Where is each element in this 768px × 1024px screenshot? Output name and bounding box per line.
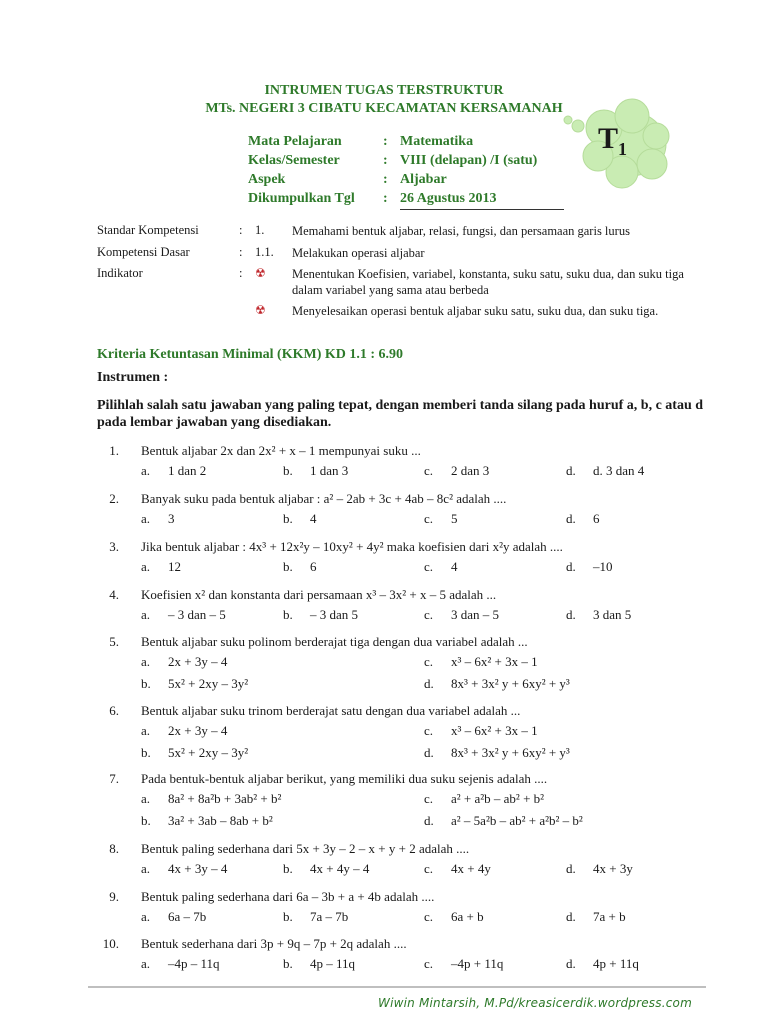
option-letter: c.	[424, 861, 434, 876]
option-text: 3 dan – 5	[451, 607, 500, 622]
option-letter: a.	[141, 511, 151, 526]
option-letter: b.	[141, 676, 151, 691]
question-item	[97, 587, 717, 629]
answer-option	[424, 654, 538, 670]
instrument-label: Instrumen :	[97, 370, 169, 385]
meta-row-class: Kelas/Semester : VIII (delapan) /I (satu)	[248, 153, 538, 168]
option-text: 3 dan 5	[593, 607, 632, 622]
option-letter: c.	[424, 511, 434, 526]
option-text: –4p – 11q	[168, 956, 220, 971]
answer-option	[141, 676, 248, 692]
option-text: 4x + 4y – 4	[310, 861, 370, 876]
option-letter: b.	[283, 463, 293, 478]
option-letter: b.	[283, 511, 293, 526]
option-text: a² + a²b – ab² + b²	[451, 791, 545, 806]
question-number: 9.	[109, 889, 119, 904]
question-item	[97, 889, 717, 931]
option-letter: c.	[424, 791, 434, 806]
option-text: x³ – 6x² + 3x – 1	[451, 654, 538, 669]
option-letter: d.	[566, 956, 576, 971]
option-text: 7a – 7b	[310, 909, 349, 924]
question-number: 6.	[109, 703, 119, 718]
option-text: 4x + 3y – 4	[168, 861, 228, 876]
option-text: 4x + 4y	[451, 861, 491, 876]
option-letter: a.	[141, 861, 151, 876]
option-letter: d.	[424, 676, 434, 691]
option-text: –4p + 11q	[451, 956, 504, 971]
question-item	[97, 936, 717, 978]
option-letter: c.	[424, 956, 434, 971]
question-number: 3.	[109, 539, 119, 554]
option-text: 8x³ + 3x² y + 6xy² + y³	[451, 676, 570, 691]
bullet-icon: ☢	[255, 303, 266, 317]
option-text: 4	[310, 511, 317, 526]
question-item	[97, 634, 717, 698]
option-text: 2x + 3y – 4	[168, 723, 228, 738]
answer-option	[283, 511, 317, 527]
option-text: 1 dan 3	[310, 463, 349, 478]
answer-option	[566, 559, 613, 575]
option-letter: b.	[283, 909, 293, 924]
option-text: 4	[451, 559, 458, 574]
option-text: – 3 dan 5	[310, 607, 359, 622]
question-number: 4.	[109, 587, 119, 602]
option-letter: a.	[141, 956, 151, 971]
answer-option	[283, 559, 317, 575]
question-item	[97, 841, 717, 883]
answer-option	[424, 861, 491, 877]
indicator-1: Indikator : ☢ Menentukan Koefisien, variabel, konstanta, suku satu, suku dua, dan suku tiga dalam variabel yang sama atau berbeda	[97, 266, 684, 297]
option-letter: d.	[566, 861, 576, 876]
answer-option	[424, 559, 458, 575]
answer-option	[424, 723, 538, 739]
option-text: 3	[168, 511, 175, 526]
option-letter: b.	[141, 745, 151, 760]
option-text: 2 dan 3	[451, 463, 490, 478]
option-text: 7a + b	[593, 909, 626, 924]
school-name: MTs. NEGERI 3 CIBATU KECAMATAN KERSAMANAH	[205, 101, 563, 116]
footer-divider	[88, 986, 706, 988]
standard-competency: Standar Kompetensi : 1. Memahami bentuk aljabar, relasi, fungsi, dan persamaan garis lurus	[97, 223, 630, 238]
answer-option	[283, 909, 348, 925]
answer-option	[141, 956, 220, 972]
option-letter: b.	[283, 559, 293, 574]
kkm-heading: Kriteria Ketuntasan Minimal (KKM) KD 1.1 : 6.90	[97, 347, 404, 362]
question-text: Bentuk aljabar suku polinom berderajat tiga dengan dua variabel adalah ...	[141, 634, 528, 649]
option-text: 8x³ + 3x² y + 6xy² + y³	[451, 745, 570, 760]
answer-option	[141, 909, 206, 925]
question-text: Bentuk aljabar 2x dan 2x² + x – 1 mempunyai suku ...	[141, 443, 421, 458]
option-text: 1 dan 2	[168, 463, 207, 478]
question-number: 1.	[109, 443, 119, 458]
indicator-2: ☢ Menyelesaikan operasi bentuk aljabar suku satu, suku dua, dan suku tiga.	[255, 303, 659, 318]
meta-block	[248, 134, 564, 210]
answer-option	[424, 791, 544, 807]
question-number: 5.	[109, 634, 119, 649]
answer-option	[424, 956, 503, 972]
answer-option	[141, 723, 227, 739]
option-text: 4x + 3y	[593, 861, 633, 876]
instructions-text: Pilihlah salah satu jawaban yang paling tepat, dengan memberi tanda silang pada huruf a, b, c atau d pada lembar jawaban yang disediakan.	[97, 398, 704, 430]
option-text: 4p – 11q	[310, 956, 356, 971]
meta-row-subject: Mata Pelajaran : Matematika	[248, 134, 474, 149]
option-letter: d.	[424, 745, 434, 760]
answer-option	[566, 463, 644, 479]
question-number: 2.	[109, 491, 119, 506]
option-letter: a.	[141, 654, 151, 669]
answer-option	[424, 511, 458, 527]
option-letter: b.	[283, 861, 293, 876]
option-letter: a.	[141, 463, 151, 478]
option-text: 6	[310, 559, 317, 574]
answer-option	[566, 511, 600, 527]
answer-option	[141, 654, 227, 670]
answer-option	[141, 463, 206, 479]
answer-option	[424, 463, 489, 479]
answer-option	[141, 813, 273, 829]
option-letter: b.	[283, 956, 293, 971]
answer-option	[283, 956, 355, 972]
option-text: 5	[451, 511, 458, 526]
badge-label: $T_1$	[598, 122, 628, 159]
option-letter: a.	[141, 607, 151, 622]
option-text: 12	[168, 559, 181, 574]
option-letter: b.	[141, 813, 151, 828]
option-text: –10	[593, 559, 613, 574]
answer-option	[141, 791, 281, 807]
answer-option	[424, 745, 570, 761]
option-text: a² – 5a²b – ab² + a²b² – b²	[451, 813, 583, 828]
answer-option	[424, 607, 499, 623]
option-letter: a.	[141, 559, 151, 574]
answer-option	[424, 676, 570, 692]
answer-option	[424, 909, 484, 925]
basic-competency: Kompetensi Dasar : 1.1. Melakukan operasi aljabar	[97, 245, 425, 260]
option-letter: b.	[283, 607, 293, 622]
answer-option	[141, 861, 227, 877]
option-letter: d.	[566, 463, 576, 478]
question-text: Bentuk paling sederhana dari 6a – 3b + a + 4b adalah ....	[141, 889, 435, 904]
question-item	[97, 491, 717, 533]
answer-option	[566, 909, 626, 925]
answer-option	[566, 956, 639, 972]
option-text: – 3 dan – 5	[168, 607, 226, 622]
question-number: 8.	[109, 841, 119, 856]
option-text: d. 3 dan 4	[593, 463, 645, 478]
answer-option	[141, 607, 226, 623]
option-text: 6a + b	[451, 909, 484, 924]
option-text: 6	[593, 511, 600, 526]
meta-row-aspect: Aspek : Aljabar	[248, 172, 447, 187]
question-number: 10.	[102, 936, 119, 951]
question-text: Bentuk paling sederhana dari 5x + 3y – 2 – x + y + 2 adalah ....	[141, 841, 470, 856]
answer-option	[283, 607, 358, 623]
option-letter: a.	[141, 723, 151, 738]
document-title: INTRUMEN TUGAS TERSTRUKTUR	[264, 83, 504, 98]
question-text: Pada bentuk-bentuk aljabar berikut, yang memiliki dua suku sejenis adalah ....	[141, 771, 548, 786]
option-text: 5x² + 2xy – 3y²	[168, 676, 249, 691]
option-text: 6a – 7b	[168, 909, 207, 924]
option-letter: c.	[424, 463, 434, 478]
question-number: 7.	[109, 771, 119, 786]
question-item	[97, 703, 717, 767]
option-text: 8a² + 8a²b + 3ab² + b²	[168, 791, 282, 806]
option-letter: a.	[141, 791, 151, 806]
option-letter: d.	[566, 511, 576, 526]
option-letter: d.	[566, 559, 576, 574]
question-item	[97, 771, 717, 835]
option-text: 2x + 3y – 4	[168, 654, 228, 669]
question-text: Bentuk sederhana dari 3p + 9q – 7p + 2q adalah ....	[141, 936, 407, 951]
option-text: x³ – 6x² + 3x – 1	[451, 723, 538, 738]
meta-row-due-date: Dikumpulkan Tgl : 26 Agustus 2013	[248, 191, 564, 210]
answer-option	[566, 607, 631, 623]
option-letter: d.	[566, 909, 576, 924]
option-letter: c.	[424, 607, 434, 622]
question-text: Banyak suku pada bentuk aljabar : a² – 2ab + 3c + 4ab – 8c² adalah ....	[141, 491, 507, 506]
question-text: Jika bentuk aljabar : 4x³ + 12x²y – 10xy² + 4y² maka koefisien dari x²y adalah ....	[141, 539, 563, 554]
option-letter: c.	[424, 909, 434, 924]
option-text: 4p + 11q	[593, 956, 639, 971]
bullet-icon: ☢	[255, 266, 266, 280]
option-letter: c.	[424, 559, 434, 574]
option-text: 3a² + 3ab – 8ab + b²	[168, 813, 273, 828]
answer-option	[424, 813, 583, 829]
question-item	[97, 443, 717, 485]
answer-option	[283, 861, 369, 877]
question-text: Koefisien x² dan konstanta dari persamaan x³ – 3x² + x – 5 adalah ...	[141, 587, 497, 602]
option-text: 5x² + 2xy – 3y²	[168, 745, 249, 760]
answer-option	[141, 559, 181, 575]
option-letter: d.	[424, 813, 434, 828]
footer-credit: Wiwin Mintarsih, M.Pd/kreasicerdik.wordpress.com	[378, 996, 692, 1010]
answer-option	[141, 745, 248, 761]
answer-option	[566, 861, 633, 877]
option-letter: d.	[566, 607, 576, 622]
question-item	[97, 539, 717, 581]
question-text: Bentuk aljabar suku trinom berderajat satu dengan dua variabel adalah ...	[141, 703, 521, 718]
answer-option	[141, 511, 175, 527]
option-letter: c.	[424, 723, 434, 738]
option-letter: c.	[424, 654, 434, 669]
option-letter: a.	[141, 909, 151, 924]
answer-option	[283, 463, 348, 479]
